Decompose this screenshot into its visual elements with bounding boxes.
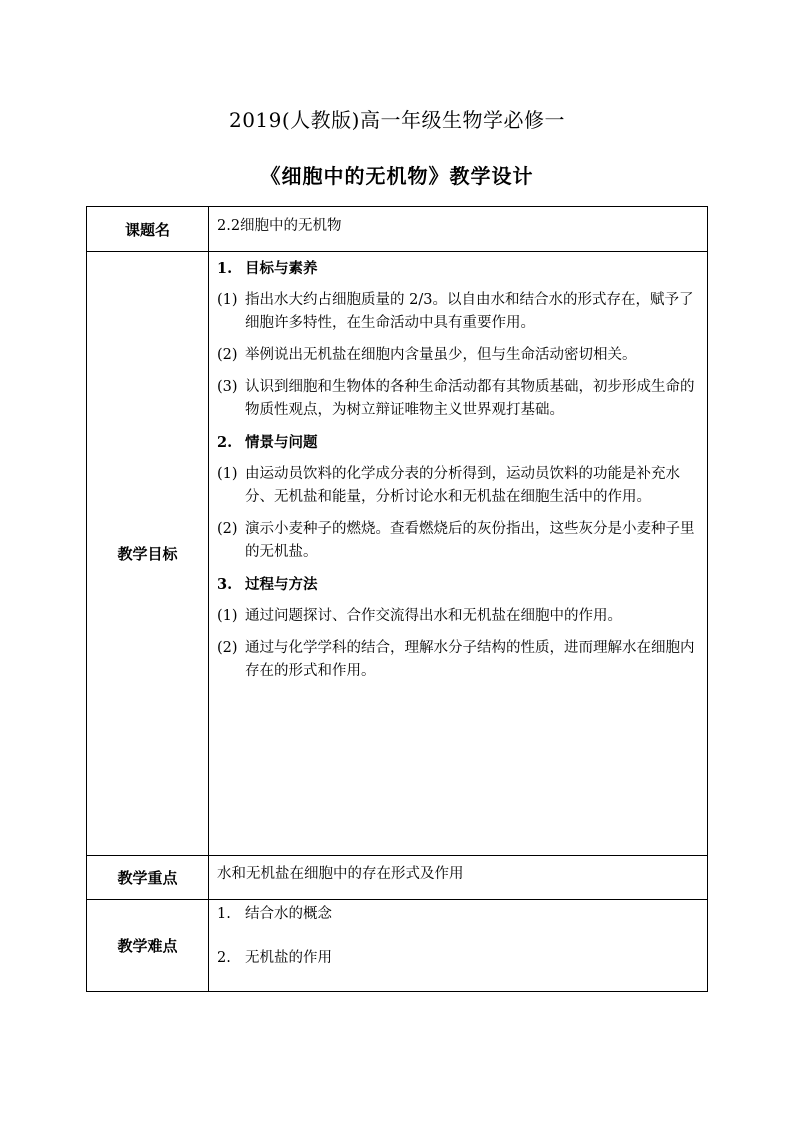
list-item (217, 903, 701, 926)
item-number: 1. (217, 906, 231, 922)
document-subtitle: 《细胞中的无机物》教学设计 (260, 164, 534, 188)
item-number: (1) (217, 466, 238, 482)
item-text: 举例说出无机盐在细胞内含量虽少，但与生命活动密切相关。 (245, 347, 637, 363)
item-text: 认识到细胞和生物体的各种生命活动都有其物质基础，初步形成生命的物质性观点，为树立辩证唯物主义世界观打基础。 (245, 379, 695, 418)
list-item (217, 463, 701, 509)
section-heading (217, 257, 701, 280)
item-text: 结合水的概念 (245, 906, 332, 922)
key-points-value: 水和无机盐在细胞中的存在形式及作用 (209, 856, 708, 900)
list-item (217, 376, 701, 422)
section-heading (217, 573, 701, 596)
item-text: 由运动员饮料的化学成分表的分析得到，运动员饮料的功能是补充水分、无机盐和能量，分析讨论水和无机盐在细胞生活中的作用。 (245, 466, 680, 505)
section-title: 目标与素养 (245, 260, 318, 277)
section-title: 过程与方法 (245, 576, 318, 593)
item-number: (2) (217, 347, 238, 363)
objectives-label: 教学目标 (87, 252, 209, 856)
section-title: 情景与问题 (245, 434, 318, 451)
topic-label: 课题名 (87, 207, 209, 252)
table-row-objectives (87, 252, 708, 856)
list-item (217, 605, 701, 628)
item-text: 演示小麦种子的燃烧。查看燃烧后的灰份指出，这些灰分是小麦种子里的无机盐。 (245, 521, 695, 560)
table-row-key-points (87, 856, 708, 900)
item-number: (3) (217, 379, 238, 395)
item-number: (2) (217, 521, 238, 537)
item-number: (1) (217, 608, 238, 624)
list-item (217, 289, 701, 335)
section-number: 1. (217, 260, 233, 277)
item-number: 2. (217, 950, 231, 966)
item-number: (2) (217, 640, 238, 656)
item-text: 通过问题探讨、合作交流得出水和无机盐在细胞中的作用。 (245, 608, 622, 624)
lesson-plan-table (86, 206, 708, 992)
section-heading (217, 431, 701, 454)
section-number: 3. (217, 576, 233, 593)
topic-value: 2.2细胞中的无机物 (209, 207, 708, 252)
section-number: 2. (217, 434, 233, 451)
table-row-topic (87, 207, 708, 252)
list-item (217, 344, 701, 367)
list-item (217, 947, 701, 970)
item-number: (1) (217, 292, 238, 308)
item-text: 通过与化学学科的结合，理解水分子结构的性质，进而理解水在细胞内存在的形式和作用。 (245, 640, 695, 679)
key-points-label: 教学重点 (87, 856, 209, 900)
list-item (217, 518, 701, 564)
table-row-difficulties (87, 900, 708, 992)
document-title: 2019(人教版)高一年级生物学必修一 (228, 108, 565, 132)
item-text: 无机盐的作用 (245, 950, 332, 966)
difficulties-label: 教学难点 (87, 900, 209, 992)
item-text: 指出水大约占细胞质量的 2/3。以自由水和结合水的形式存在，赋予了细胞许多特性，在生命活动中具有重要作用。 (245, 292, 694, 331)
difficulties-content (209, 900, 708, 992)
list-item (217, 637, 701, 683)
objectives-content (209, 252, 708, 856)
